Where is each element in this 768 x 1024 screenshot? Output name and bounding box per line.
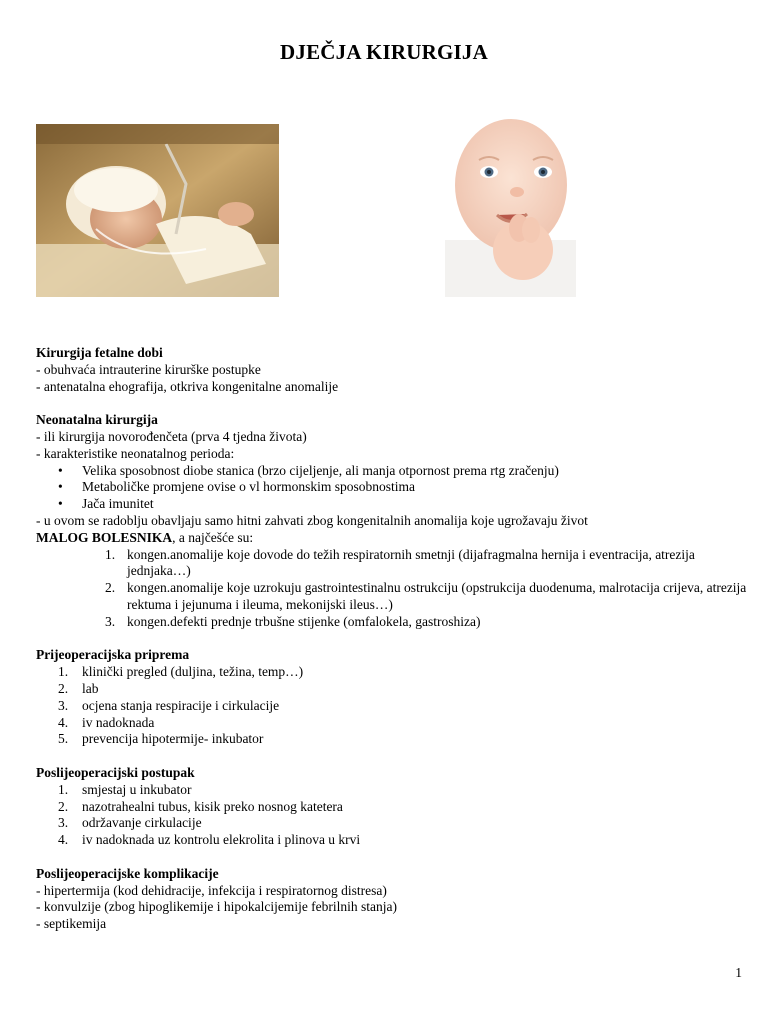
- list-item: [36, 547, 748, 581]
- item-text: kongen.anomalije koje dovode do težih respiratornih smetnji (dijafragmalna hernija i eventracija, atrezija jednjaka…): [127, 546, 695, 579]
- premature-infant-photo: [36, 124, 279, 297]
- item-number: 3.: [105, 613, 116, 629]
- postop-list: [36, 782, 748, 849]
- malog-bolesnika-line: [36, 530, 748, 547]
- item-text: kongen.anomalije koje uzrokuju gastrointestinalnu ostrukciju (opstrukcija duodenuma, malrotacija crijeva, atrezija rektuma i jejunuma i ileuma, mekonijski ileus…): [127, 580, 747, 612]
- malog-bolesnika-bold: MALOG BOLESNIKA: [36, 529, 173, 545]
- item-text: održavanje cirkulacije: [82, 815, 202, 831]
- item-number: 2.: [105, 580, 116, 596]
- item-number: 3.: [58, 815, 69, 831]
- item-number: 3.: [58, 697, 69, 713]
- list-item: [36, 731, 748, 748]
- list-item: [36, 681, 748, 698]
- fetal-line-2: - antenatalna ehografija, otkriva kongenitalne anomalije: [36, 378, 339, 394]
- smiling-baby-photo: [445, 110, 576, 297]
- list-item: [36, 832, 748, 849]
- complication-line-2: - konvulzije (zbog hipoglikemije i hipokalcijemije febrilnih stanja): [36, 899, 398, 915]
- item-text: lab: [82, 680, 99, 696]
- complication-line-3: - septikemija: [36, 916, 107, 932]
- item-number: 1.: [58, 781, 69, 797]
- document-body: [36, 345, 748, 933]
- item-text: iv nadoknada: [82, 714, 155, 730]
- smiling-baby-illustration: [445, 110, 576, 297]
- document-title: DJEČJA KIRURGIJA: [280, 40, 488, 64]
- item-number: 2.: [58, 680, 69, 696]
- postop-heading: Poslijeoperacijski postupak: [36, 764, 195, 780]
- premature-infant-illustration: [36, 124, 279, 297]
- preop-heading: Prijeoperacijska priprema: [36, 647, 190, 663]
- item-text: klinički pregled (duljina, težina, temp…): [82, 664, 304, 680]
- bullet-item: • Jača imunitet: [36, 496, 748, 513]
- list-item: [36, 815, 748, 832]
- item-number: 1.: [58, 664, 69, 680]
- neonatal-line-1: - ili kirurgija novorođenčeta (prva 4 tjedna života): [36, 428, 307, 444]
- item-number: 4.: [58, 832, 69, 848]
- fetal-surgery-heading: Kirurgija fetalne dobi: [36, 345, 163, 360]
- neonatal-surgery-heading: Neonatalna kirurgija: [36, 412, 158, 428]
- fetal-line-1: - obuhvaća intrauterine kirurške postupke: [36, 361, 261, 377]
- bullet-item: • Metaboličke promjene ovise o vl hormonskim sposobnostima: [36, 479, 748, 496]
- list-item: [36, 698, 748, 715]
- malog-bolesnika-rest: , a najčešće su:: [172, 529, 254, 545]
- bullet-item: • Velika sposobnost diobe stanica (brzo cijeljenje, ali manja otpornost prema rtg zračenju): [36, 463, 748, 480]
- preop-list: [36, 664, 748, 748]
- neonatal-line-2: - karakteristike neonatalnog perioda:: [36, 445, 235, 461]
- neonatal-characteristics-list: [36, 463, 748, 513]
- item-text: nazotrahealni tubus, kisik preko nosnog katetera: [82, 798, 343, 814]
- list-item: [36, 782, 748, 799]
- item-number: 4.: [58, 714, 69, 730]
- list-item: [36, 799, 748, 816]
- list-item: [36, 664, 748, 681]
- item-text: smjestaj u inkubator: [82, 781, 192, 797]
- list-item: [36, 715, 748, 732]
- complications-heading: Poslijeoperacijske komplikacije: [36, 865, 219, 881]
- item-number: 5.: [58, 731, 69, 747]
- page-number: 1: [735, 965, 742, 980]
- item-text: ocjena stanja respiracije i cirkulacije: [82, 697, 280, 713]
- list-item: [36, 614, 748, 631]
- complication-line-1: - hipertermija (kod dehidracije, infekcija i respiratornog distresa): [36, 882, 387, 898]
- item-text: kongen.defekti prednje trbušne stijenke (omfalokela, gastroshiza): [127, 613, 481, 629]
- list-item: [36, 580, 748, 614]
- item-text: iv nadoknada uz kontrolu elekrolita i plinova u krvi: [82, 832, 361, 848]
- item-text: prevencija hipotermije- inkubator: [82, 731, 264, 747]
- neonatal-anomalies-list: [36, 547, 748, 631]
- neonatal-urgent-line: - u ovom se radoblju obavljaju samo hitni zahvati zbog kongenitalnih anomalija koje ugrožavaju život: [36, 512, 588, 528]
- item-number: 2.: [58, 798, 69, 814]
- item-number: 1.: [105, 546, 116, 562]
